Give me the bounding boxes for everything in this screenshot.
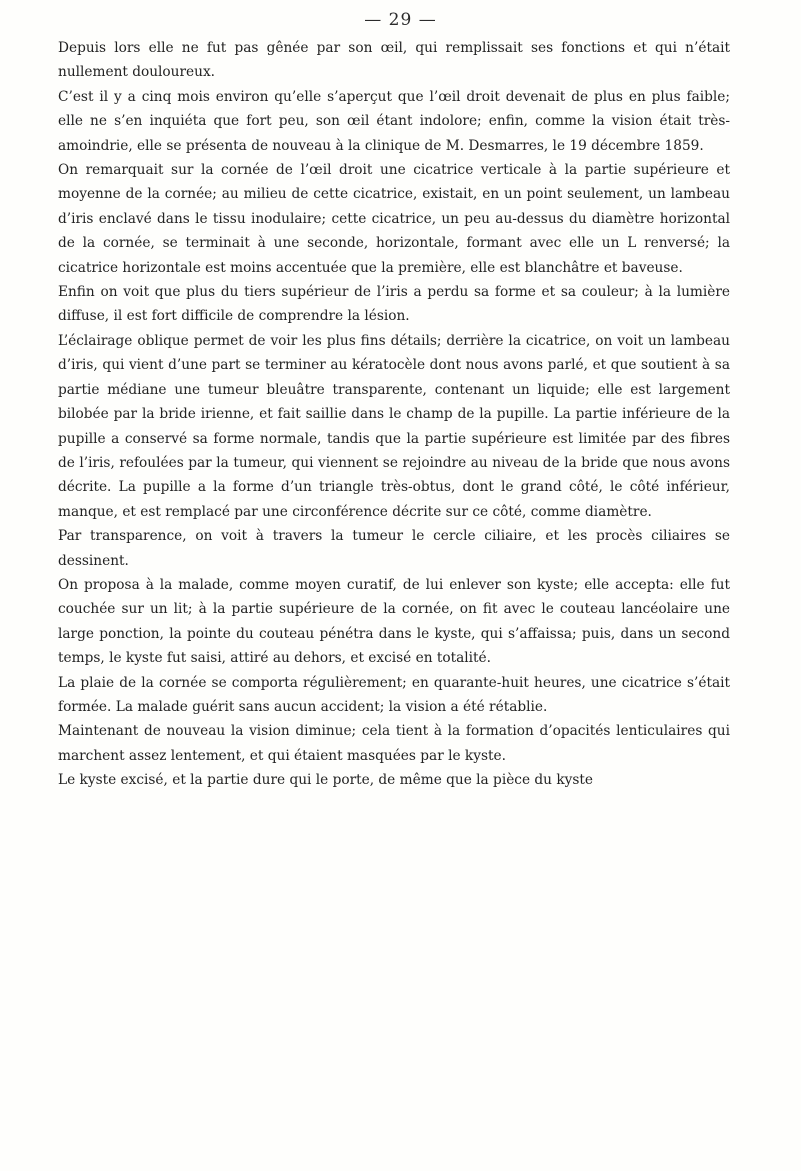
paragraph: Depuis lors elle ne fut pas gênée par son œil, qui remplissait ses fonctions et qui n’était nullement douloureux. bbox=[58, 40, 730, 81]
page-number: — 29 — bbox=[364, 10, 437, 30]
paragraph: Par transparence, on voit à travers la tumeur le cercle ciliaire, et les procès ciliaires se dessinent. bbox=[58, 528, 730, 569]
paragraph: C’est il y a cinq mois environ qu’elle s’aperçut que l’œil droit devenait de plus en plus faible; elle ne s’en inquiéta que fort peu, son œil étant indolore; enfin, comme la vision était très-amoindrie, elle se présenta de nouveau à la clinique de M. Desmarres, le 19 décembre 1859. bbox=[58, 88, 730, 154]
body-text bbox=[58, 36, 730, 793]
paragraph: L’éclairage oblique permet de voir les plus fins détails; derrière la cicatrice, on voit un lambeau d’iris, qui vient d’une part se terminer au kératocèle dont nous avons parlé, et que soutient à sa partie médiane une tumeur bleuâtre transparente, contenant un liquide; elle est largement bilobée par la bride irienne, et fait saillie dans le champ de la pupille. La partie inférieure de la pupille a conservé sa forme normale, tandis que la partie supérieure est limitée par des fibres de l’iris, refoulées par la tumeur, qui viennent se rejoindre au niveau de la bride que nous avons décrite. La pupille a la forme d’un triangle très-obtus, dont le grand côté, le côté inférieur, manque, et est remplacé par une circonférence décrite sur ce côté, comme diamètre. bbox=[58, 332, 730, 520]
paragraph: La plaie de la cornée se comporta régulièrement; en quarante-huit heures, une cicatrice s’était formée. La malade guérit sans aucun accident; la vision a été rétablie. bbox=[58, 674, 730, 715]
paragraph: Enfin on voit que plus du tiers supérieur de l’iris a perdu sa forme et sa couleur; à la lumière diffuse, il est fort difficile de comprendre la lésion. bbox=[58, 284, 730, 325]
paragraph: On proposa à la malade, comme moyen curatif, de lui enlever son kyste; elle accepta: elle fut couchée sur un lit; à la partie supérieure de la cornée, on fit avec le couteau lancéolaire une large ponction, la pointe du couteau pénétra dans le kyste, qui s’affaissa; puis, dans un second temps, le kyste fut saisi, attiré au dehors, et excisé en totalité. bbox=[58, 576, 730, 667]
paragraph: On remarquait sur la cornée de l’œil droit une cicatrice verticale à la partie supérieure et moyenne de la cornée; au milieu de cette cicatrice, existait, en un point seulement, un lambeau d’iris enclavé dans le tissu inodulaire; cette cicatrice, un peu au-dessus du diamètre horizontal de la cornée, se terminait à une seconde, horizontale, formant avec elle un L renversé; la cicatrice horizontale est moins accentuée que la première, elle est blanchâtre et baveuse. bbox=[58, 162, 730, 276]
paragraph: Le kyste excisé, et la partie dure qui le porte, de même que la pièce du kyste bbox=[58, 772, 593, 789]
paragraph: Maintenant de nouveau la vision diminue; cela tient à la formation d’opacités lenticulaires qui marchent assez lentement, et qui étaient masquées par le kyste. bbox=[58, 723, 730, 764]
